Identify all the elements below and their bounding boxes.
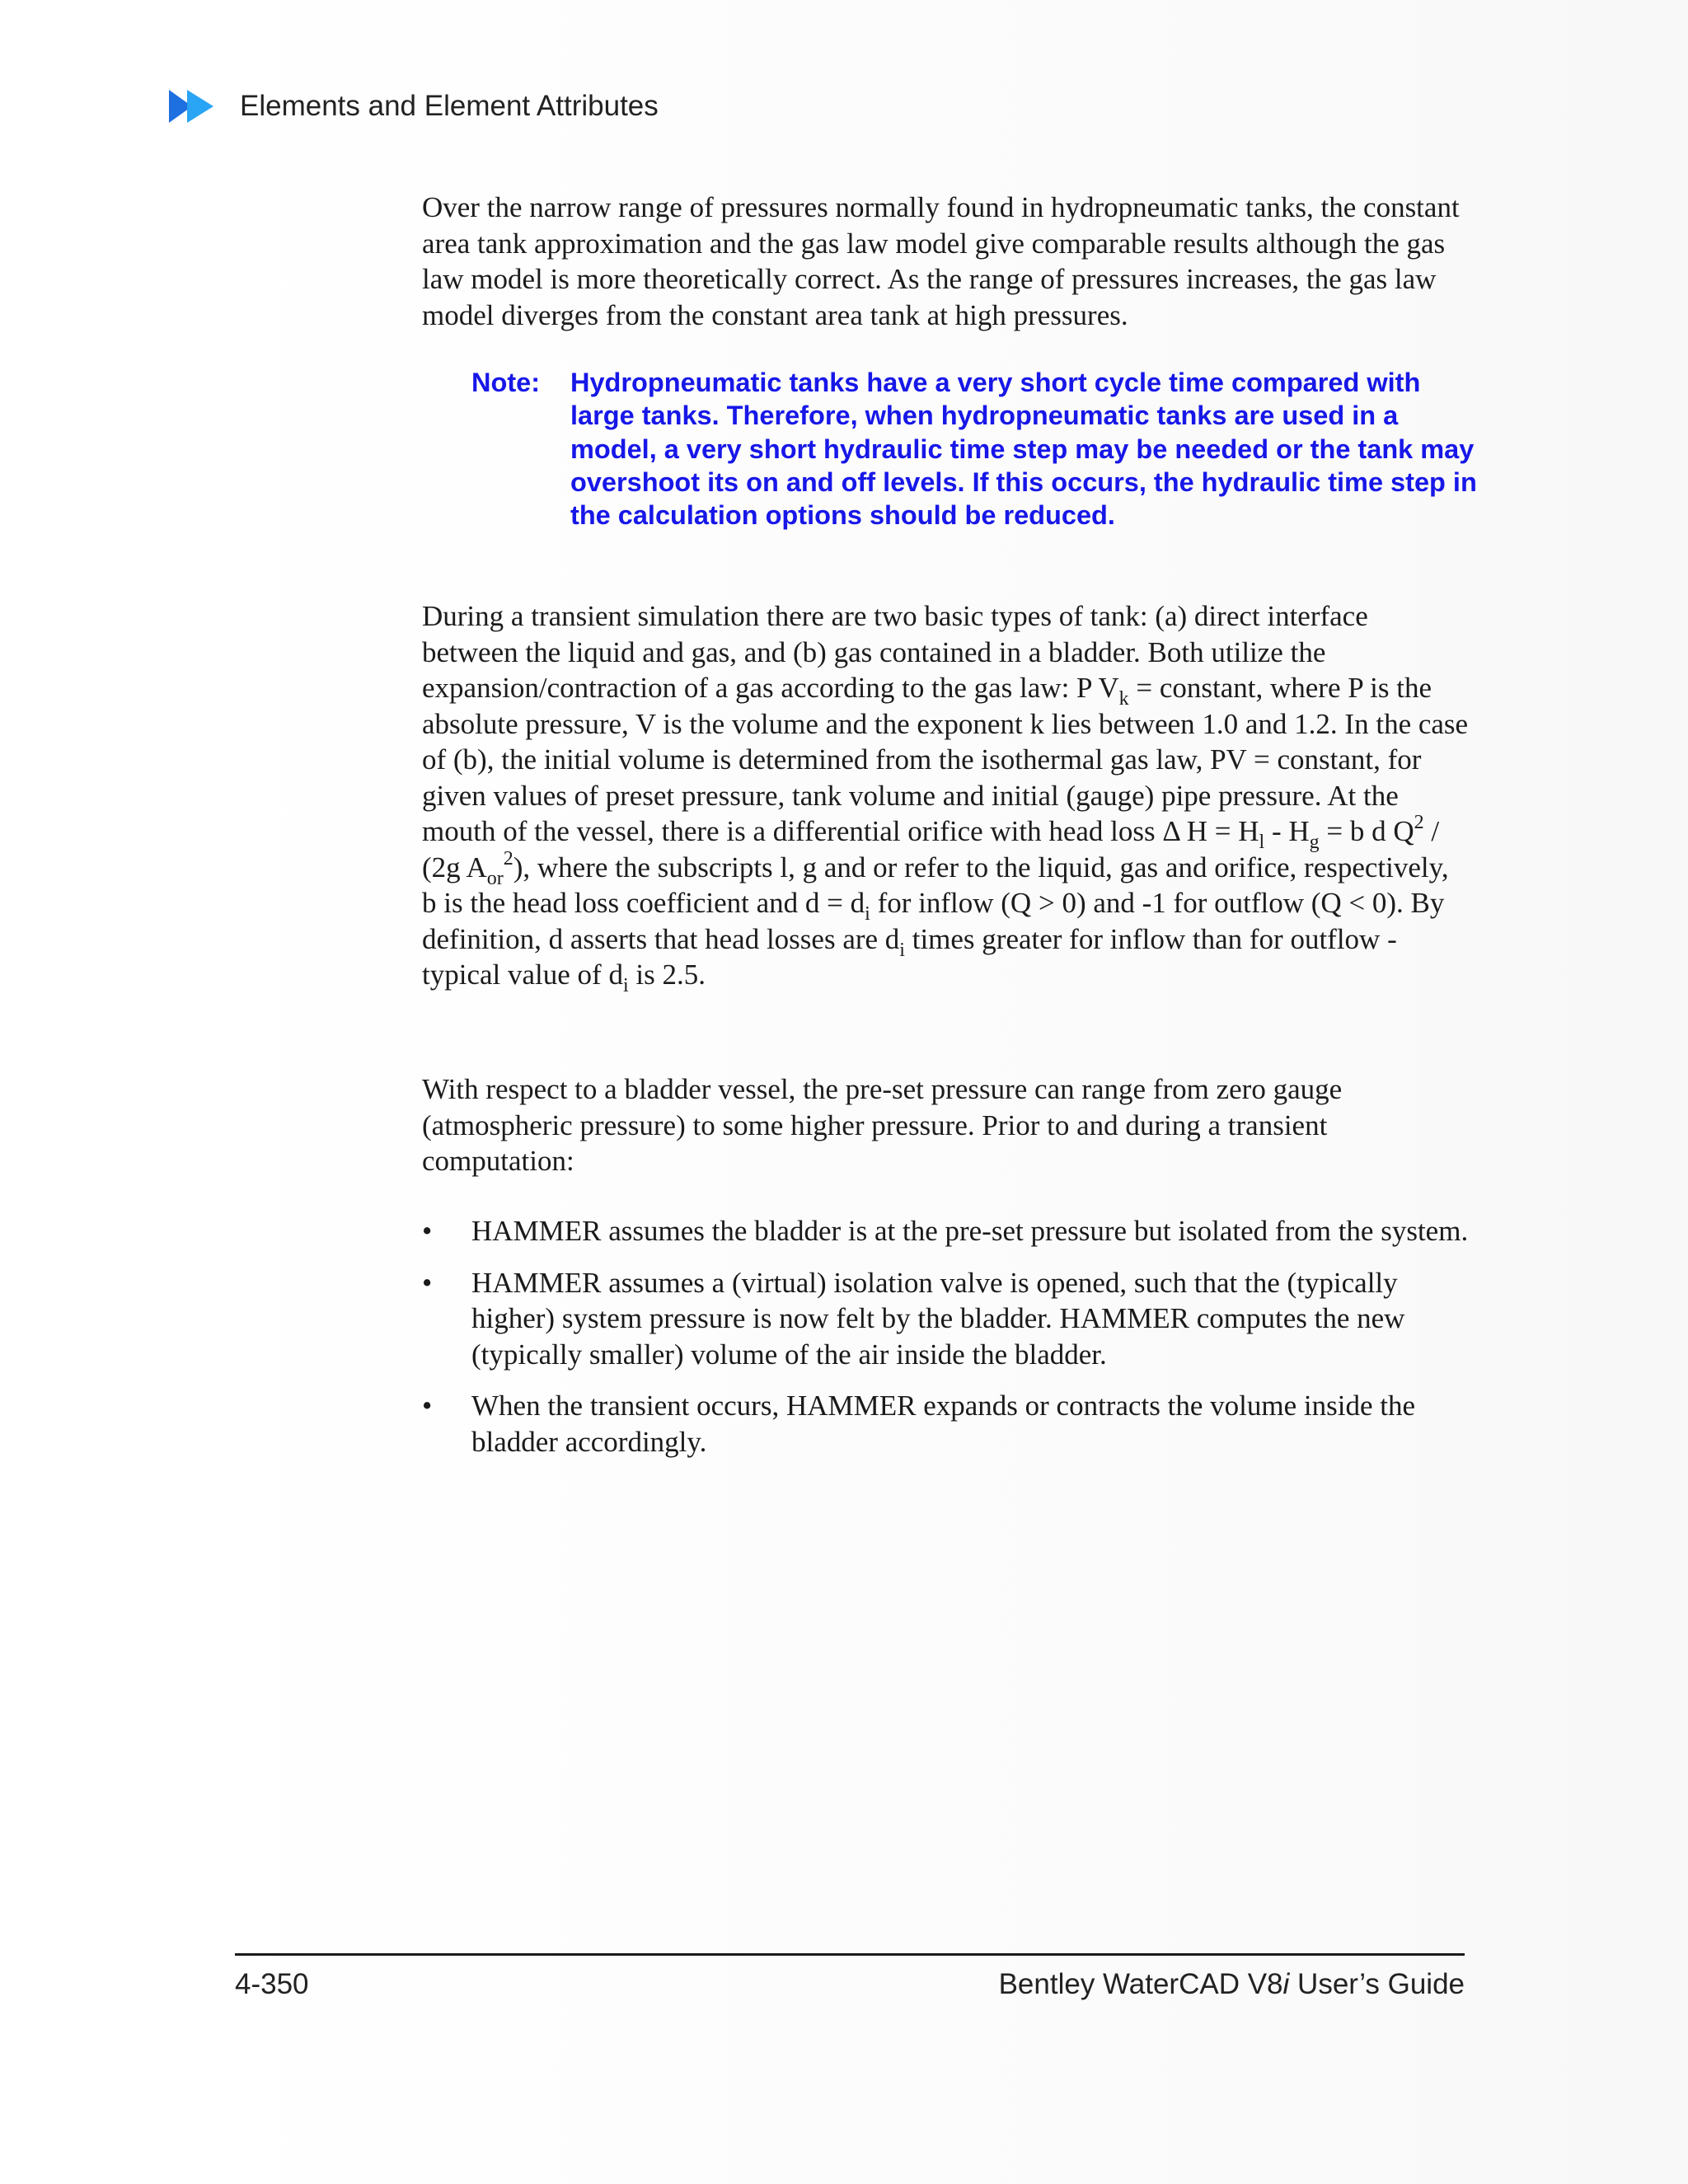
paragraph-text: With respect to a bladder vessel, the pre-set pressure can range from zero gauge (atmospheric pressure) to some higher pressure. Prior to and during a transient computation: [422,1073,1343,1177]
subscript: l [1259,832,1265,853]
paragraph-text [422,598,1469,996]
list-item [422,1388,1485,1460]
guide-title [999,1968,1465,2001]
list-item [422,1265,1485,1373]
text-run: - H [1264,815,1310,847]
text-run: is 2.5. [628,958,706,991]
paragraph-intro [422,190,1469,333]
text-run: ), where the subscripts l, g and or refer to the liquid, gas and orifice, respectively, b is the head loss coefficient and d = d [422,851,1449,919]
list-item-text: HAMMER assumes a (virtual) isolation valve is opened, such that the (typically higher) system pressure is now felt by the bladder. HAMMER computes the new (typically smaller) volume of the air inside the bladder. [471,1266,1405,1371]
guide-title-suffix: User’s Guide [1289,1968,1465,2000]
note-label: Note: [471,368,541,397]
bullet-marker: • [422,1390,433,1422]
footer-divider [235,1953,1465,1956]
text-run: / (2g A [422,815,1440,883]
subscript: or [486,867,504,889]
subscript: i [899,939,905,961]
bullet-list [422,1213,1485,1475]
text-run: times greater for inflow than for outflow - typical value of d [422,922,1397,991]
paragraph-text: Over the narrow range of pressures normally found in hydropneumatic tanks, the constant area tank approximation and the gas law model give comparable results although the gas law model is more theoretically correct. As the range of pressures increases, the gas law model diverges from the constant area tank at high pressures. [422,191,1460,331]
section-title: Elements and Element Attributes [240,90,659,122]
text-run: = constant, where P is the absolute pressure, V is the volume and the exponent k lies between 1.0 and 1.2. In the case of (b), the initial volume is determined from the isothermal gas law, PV = constant, for given values of preset pressure, tank volume and initial (gauge) pipe pressure. At the mouth of the vessel, there is a differential orifice with head loss Δ H = H [422,672,1469,847]
list-item-text: When the transient occurs, HAMMER expands or contracts the volume inside the bladder accordingly. [471,1390,1415,1458]
paragraph-bladder [422,1071,1469,1179]
subscript: i [622,975,629,996]
text-run: During a transient simulation there are two basic types of tank: (a) direct interface between the liquid and gas, and (b) gas contained in a bladder. Both utilize the expansion/contraction of a gas according to the gas law: P V [422,600,1368,704]
superscript: 2 [503,847,513,869]
double-chevron-right-icon [169,88,222,124]
subscript: i [865,903,870,925]
note-box [471,366,1493,532]
page-number: 4-350 [235,1968,309,2000]
superscript: 2 [1414,812,1424,833]
guide-title-prefix: Bentley WaterCAD V8 [998,1968,1283,2000]
note-text: Hydropneumatic tanks have a very short cycle time compared with large tanks. Therefore, when hydropneumatic tanks are used in a model, a very short hydraulic time step may be needed or the tank may overshoot its on and off levels. If this occurs, the hydraulic time step in the calculation options should be reduced. [570,368,1477,531]
list-item [422,1213,1485,1249]
list-item-text: HAMMER assumes the bladder is at the pre-set pressure but isolated from the system. [471,1215,1469,1247]
page-header [169,86,659,127]
guide-title-italic: i [1282,1968,1290,2000]
text-run: for inflow (Q > 0) and -1 for outflow (Q < 0). By definition, d asserts that head losses are d [422,887,1445,955]
bullet-marker: • [422,1215,433,1247]
subscript: k [1118,688,1129,710]
bullet-marker: • [422,1266,433,1299]
subscript: g [1309,832,1320,853]
text-run: = b d Q [1319,815,1414,847]
paragraph-transient [422,598,1469,996]
